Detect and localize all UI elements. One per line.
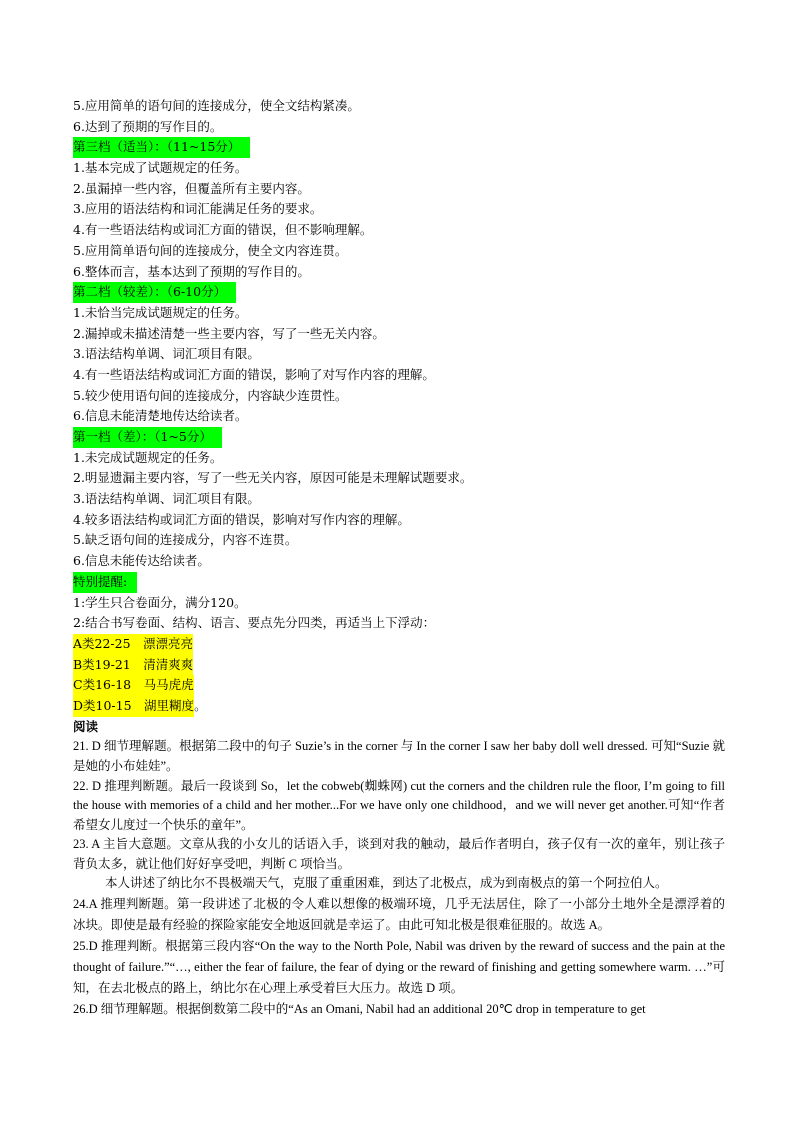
grade-suffix: 。 [194, 697, 207, 713]
criteria-item: 6.达到了预期的写作目的。 [73, 118, 223, 134]
criteria-item: 1.未恰当完成试题规定的任务。 [73, 304, 248, 320]
tier3-heading: 第三档（适当）：（11~15分） [73, 137, 250, 158]
passage-summary: 本人讲述了纳比尔不畏极端天气，克服了重重困难，到达了北极点，成为到南极点的第一个阿拉伯人。 [105, 876, 668, 891]
reminder-item: 1:学生只合卷面分，满分120。 [73, 594, 247, 610]
tier1-heading-row [73, 427, 725, 448]
criteria-item: 2.虽漏掉一些内容，但覆盖所有主要内容。 [73, 180, 310, 196]
criteria-item: 4.有一些语法结构或词汇方面的错误，但不影响理解。 [73, 222, 373, 238]
criteria-item: 5.缺乏语句间的连接成分，内容不连贯。 [73, 532, 298, 548]
criteria-item: 3.语法结构单调、词汇项目有限。 [73, 346, 260, 362]
criteria-item: 3.语法结构单调、词汇项目有限。 [73, 491, 260, 507]
criteria-item: 2.明显遗漏主要内容，写了一些无关内容，原因可能是未理解试题要求。 [73, 470, 473, 486]
criteria-item: 5.应用简单语句间的连接成分，使全文内容连贯。 [73, 242, 348, 258]
document-page [73, 96, 725, 1020]
criteria-item: 4.有一些语法结构或词汇方面的错误，影响了对写作内容的理解。 [73, 366, 435, 382]
grade-row [73, 675, 725, 696]
criteria-item: 6.整体而言，基本达到了预期的写作目的。 [73, 263, 310, 279]
answer-24: 24.A 推理判断题。第一段讲述了北极的令人难以想像的极端环境，几乎无法居住，除了一小部分土地外全是漂浮着的冰块。即使是最有经验的探险家能安全地返回就是幸运了。由此可知北极是很难征服的。故选 A。 [73, 897, 725, 933]
grade-label: A类22-25 漂漂亮亮 [73, 634, 193, 655]
tier1-heading: 第一档（差）：（1~5分） [73, 427, 222, 448]
tier2-heading: 第二档（较差）：（6-10分） [73, 282, 236, 303]
reminder-heading-row [73, 572, 725, 593]
criteria-item: 1.未完成试题规定的任务。 [73, 449, 223, 465]
grade-row [73, 634, 725, 655]
answer-26: 26.D 细节理解题。根据倒数第二段中的“As an Omani, Nabil had an additional 20℃ drop in temperature to get [73, 1002, 646, 1017]
criteria-item: 4.较多语法结构或词汇方面的错误，影响对写作内容的理解。 [73, 511, 410, 527]
tier3-heading-row [73, 137, 725, 158]
grade-label: C类16-18 马马虎虎 [73, 675, 194, 696]
reminder-item: 2:结合书写卷面、结构、语言、要点先分四类，再适当上下浮动： [73, 615, 436, 631]
grade-label: D类10-15 湖里糊度 [73, 696, 194, 717]
grade-row [73, 655, 725, 676]
grade-row [73, 696, 725, 717]
answer-22: 22. D 推理判断题。最后一段谈到 So，let the cobweb(蜘蛛网) cut the corners and the children rule the floor, I’m going to fill the house with memories of a child and her mother...For we have only one childhood，and we will never get another.可知“作者希望女儿度过一个快乐的童年”。 [73, 778, 725, 832]
grade-label: B类19-21 清清爽爽 [73, 655, 193, 676]
tier2-heading-row [73, 282, 725, 303]
answer-25: 25.D 推理判断。根据第三段内容“On the way to the North Pole, Nabil was driven by the reward of success and the pain at the thought of failure.”“…, either the fear of failure, the fear of dying or the reward of finishing and getting somewhere warm. …”可知，在去北极点的路上，纳比尔在心理上承受着巨大压力。故选 D 项。 [73, 939, 725, 996]
answer-23: 23. A 主旨大意题。文章从我的小女儿的话语入手，谈到对我的触动，最后作者明白，孩子仅有一次的童年，别让孩子背负太多，就让他们好好享受吧，判断 C 项恰当。 [73, 837, 725, 871]
reading-heading: 阅读 [73, 718, 99, 734]
criteria-item: 6.信息未能传达给读者。 [73, 553, 210, 569]
criteria-item: 6.信息未能清楚地传达给读者。 [73, 408, 248, 424]
criteria-item: 5.应用简单的语句间的连接成分，使全文结构紧凑。 [73, 98, 360, 113]
answer-21: 21. D 细节理解题。根据第二段中的句子 Suzie’s in the corner 与 In the corner I saw her baby doll well dressed. 可知“Suzie 就是她的小布娃娃”。 [73, 739, 725, 773]
criteria-item: 5.较少使用语句间的连接成分，内容缺少连贯性。 [73, 387, 348, 403]
criteria-item: 2.漏掉或未描述清楚一些主要内容，写了一些无关内容。 [73, 325, 385, 341]
criteria-item: 3.应用的语法结构和词汇能满足任务的要求。 [73, 201, 323, 217]
criteria-item: 1.基本完成了试题规定的任务。 [73, 160, 248, 176]
reminder-heading: 特别提醒: [73, 572, 137, 593]
